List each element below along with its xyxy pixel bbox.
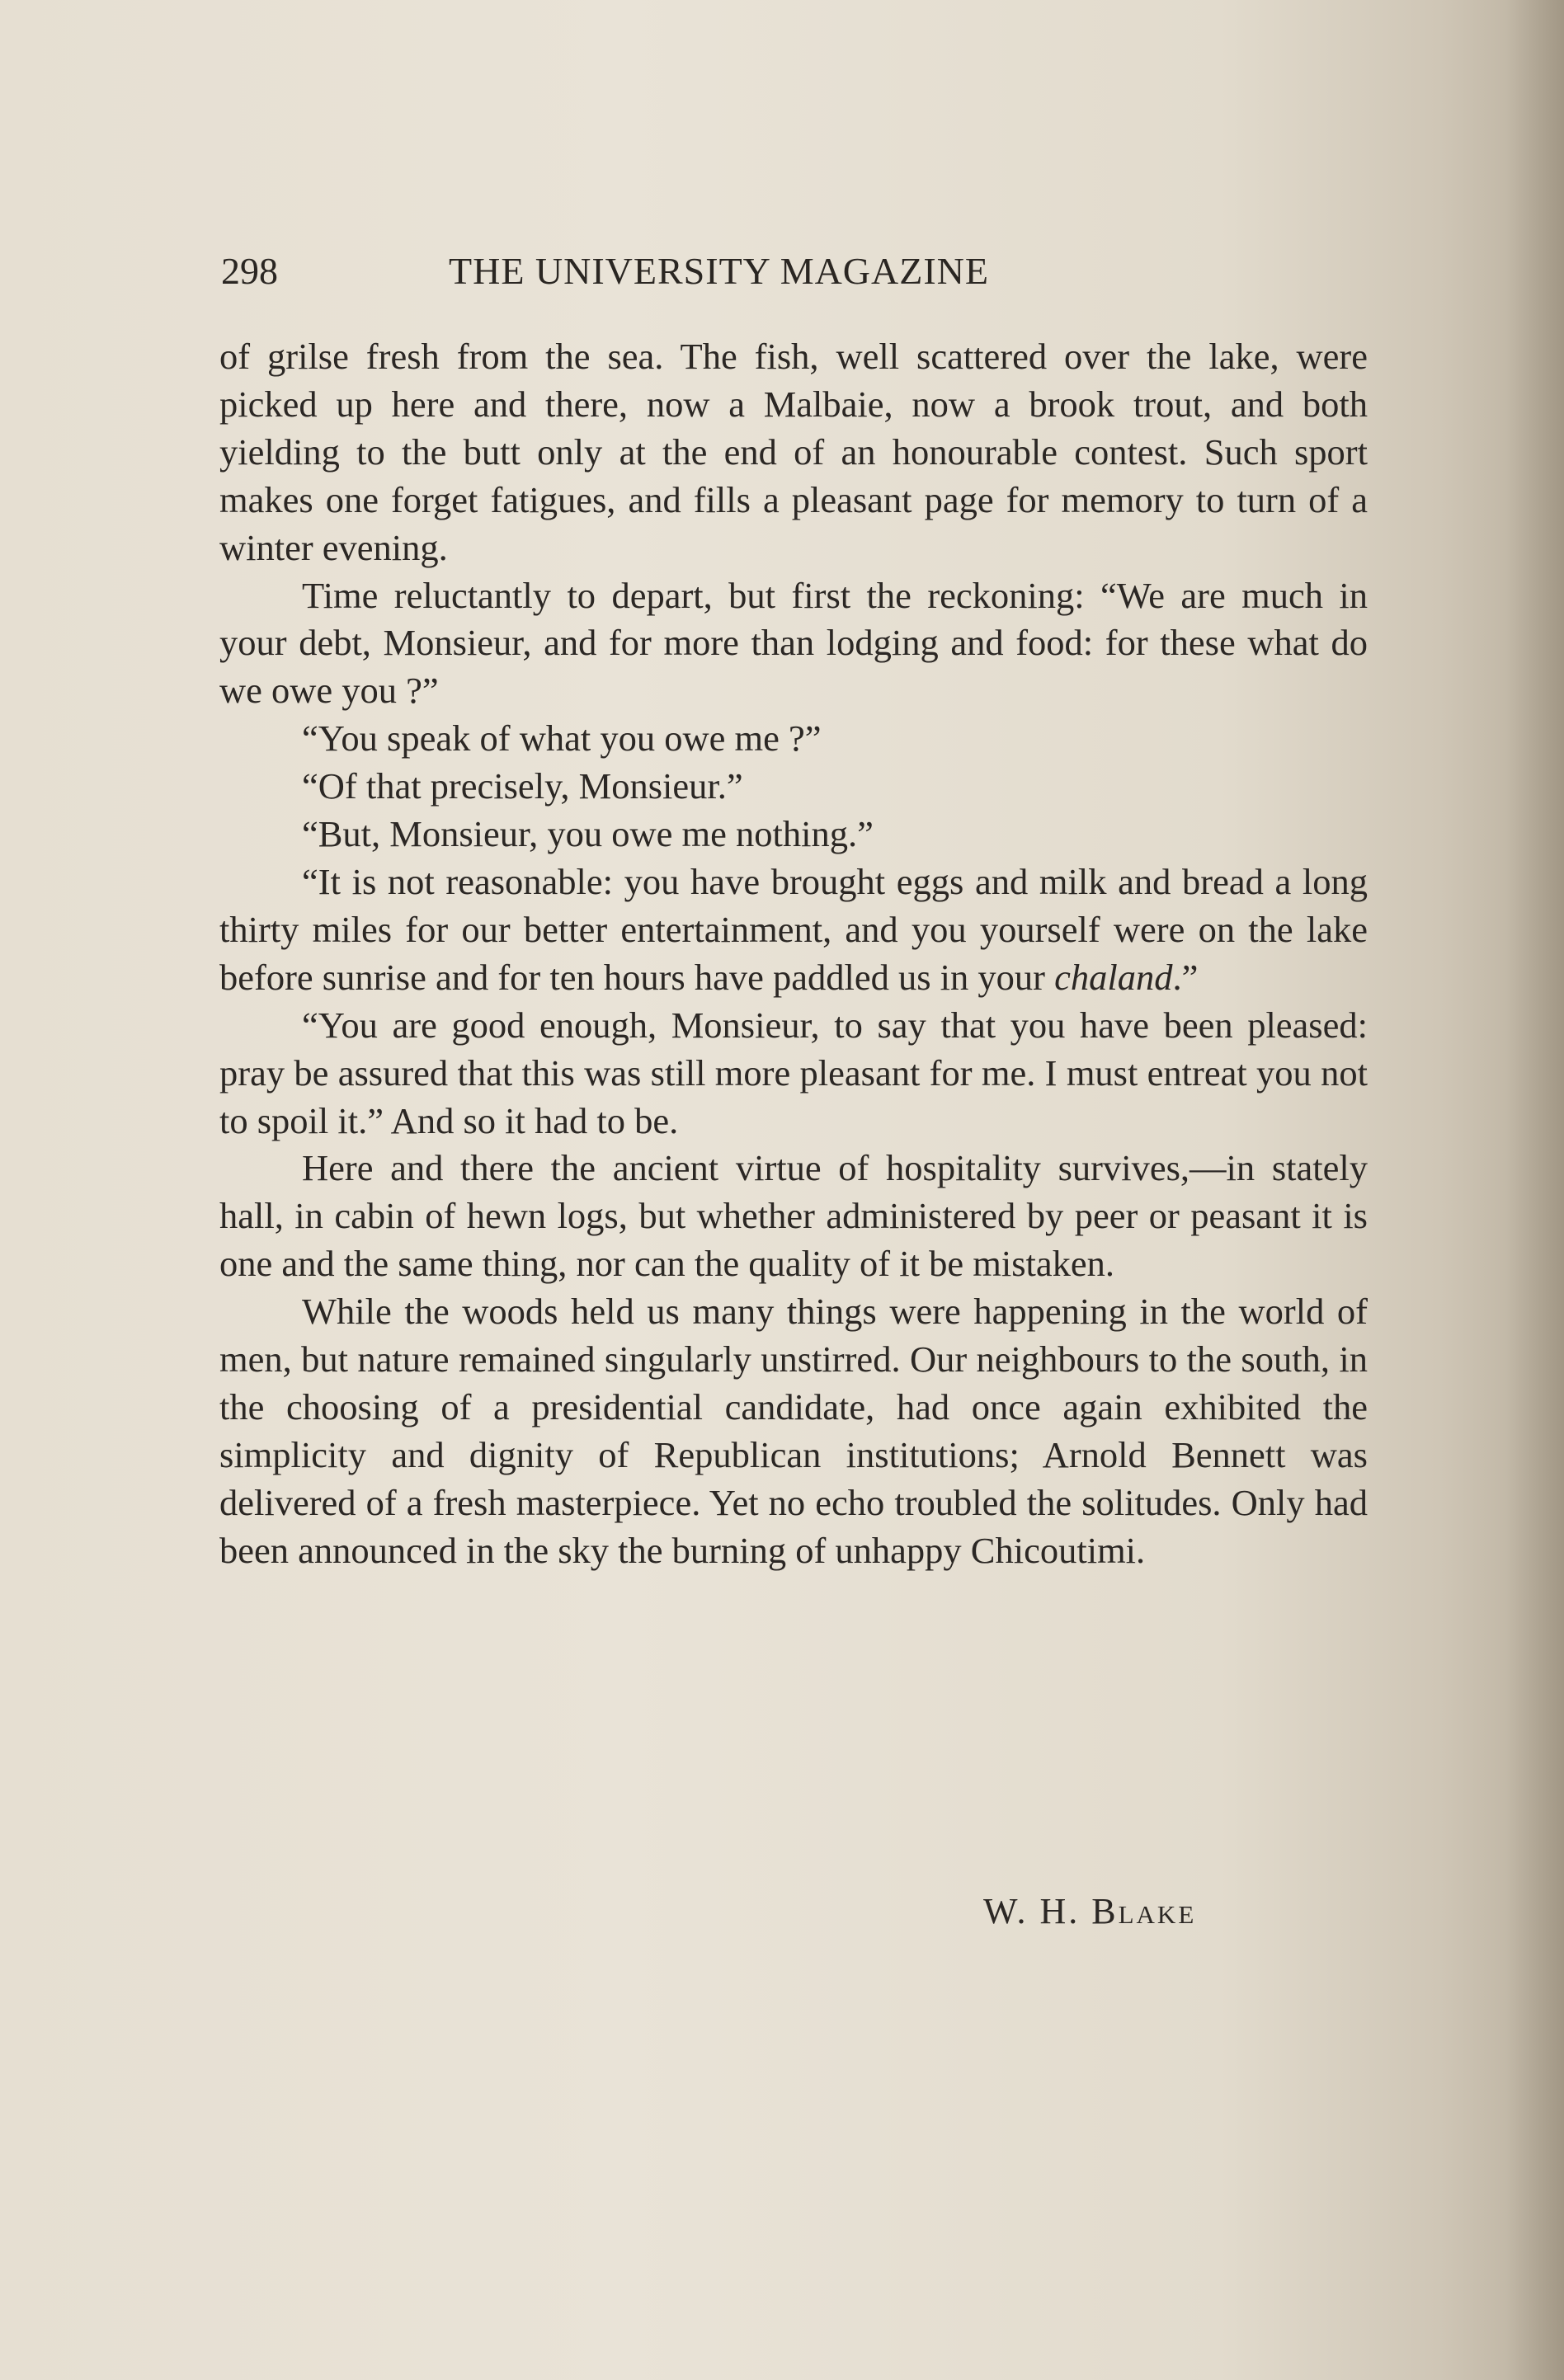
paragraph-5: “But, Monsieur, you owe me nothing.”	[302, 813, 874, 855]
page-gutter-shadow	[1506, 0, 1564, 2380]
paragraph-9: While the woods held us many things were happening in the world of men, but nature remained singularly unstirred. Our neighbours to the south, in the choosing of a presidential candidate, had once again exhibited the simplicity and dignity of Republican institutions; Arnold Bennett was delivered of a fresh masterpiece. Yet no echo troubled the solitudes. Only had been announced in the sky the burning of unhappy Chicoutimi.	[219, 1291, 1368, 1571]
paragraph-4: “Of that precisely, Monsieur.”	[302, 765, 743, 807]
paragraph-7: “You are good enough, Monsieur, to say that you have been pleased: pray be assured that this was still more pleasant for me. I must entreat you not to spoil it.” And so it had to be.	[219, 1004, 1368, 1141]
paragraph-8: Here and there the ancient virtue of hospitality survives,—in stately hall, in cabin of hewn logs, but whether administered by peer or peasant it is one and the same thing, nor can the quality of it be mistaken.	[219, 1147, 1368, 1285]
paragraph-6-text-end: .”	[1172, 956, 1199, 998]
page-number: 298	[221, 250, 278, 292]
paragraph-6	[219, 858, 1368, 1002]
author-signature	[983, 1890, 1196, 1932]
paragraph-6-text-start: “It is not reasonable: you have brought eggs and milk and bread a long thirty miles for our better entertainment, and you yourself were on the lake before sunrise and for ten hours have paddled us in your	[219, 860, 1368, 998]
running-head: THE UNIVERSITY MAGAZINE	[449, 250, 989, 292]
paragraph-1: of grilse fresh from the sea. The fish, well scattered over the lake, were picked up here and there, now a Malbaie, now a brook trout, and both yielding to the butt only at the end of an honourable contest. Such sport makes one forget fatigues, and fills a pleasant page for memory to turn of a winter evening.	[219, 336, 1368, 568]
paragraph-6-italic-word: chaland	[1054, 956, 1173, 998]
body-text	[219, 333, 1368, 1575]
page-header	[221, 249, 1128, 299]
paragraph-2: Time reluctantly to depart, but first the reckoning: “We are much in your debt, Monsieur, and for more than lodging and food: for these what do we owe you ?”	[219, 574, 1368, 712]
author-surname: Blake	[1091, 1891, 1197, 1931]
author-initials: W. H.	[983, 1891, 1081, 1931]
paragraph-3: “You speak of what you owe me ?”	[302, 717, 822, 760]
